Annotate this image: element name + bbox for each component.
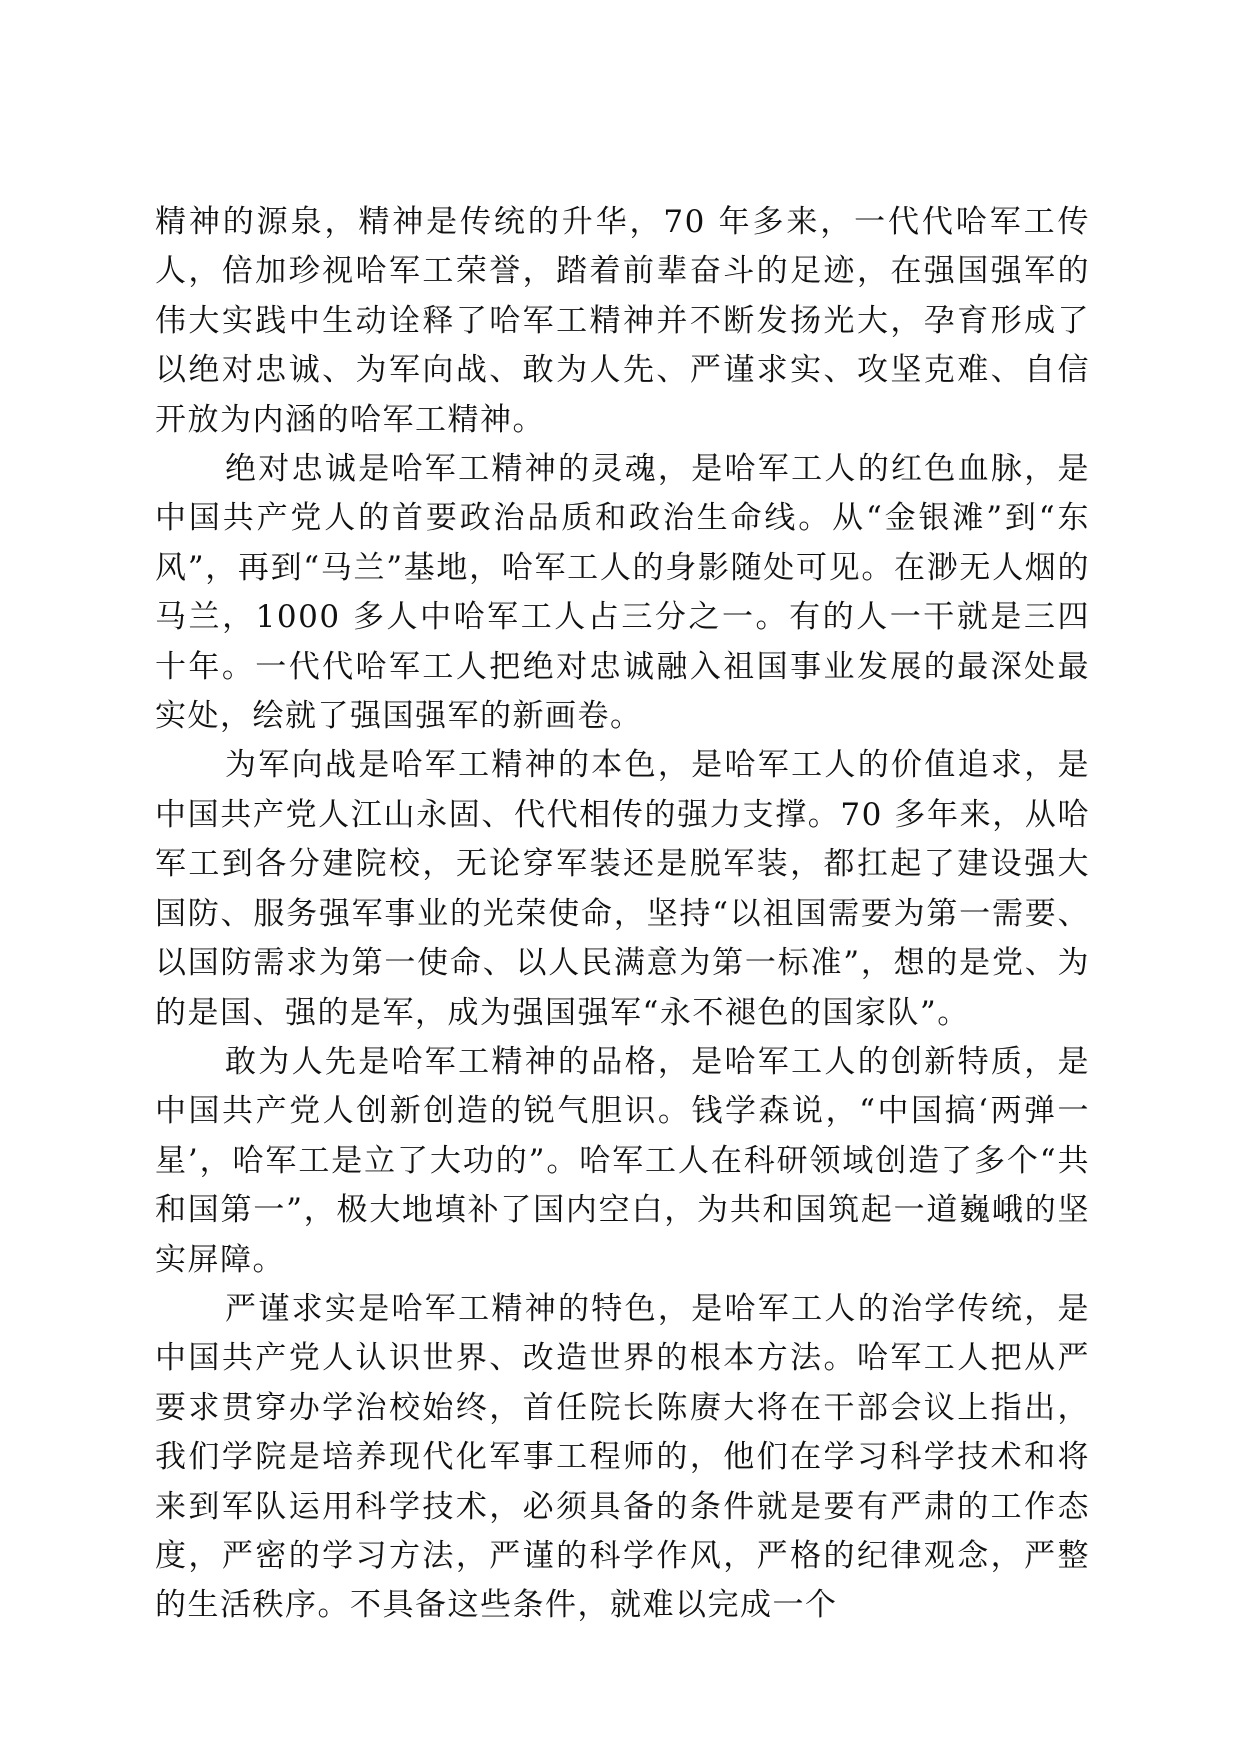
document-body — [155, 198, 1090, 1631]
paragraph-absolute-loyalty: 绝对忠诚是哈军工精神的灵魂，是哈军工人的红色血脉，是中国共产党人的首要政治品质和政治生命线。从“金银滩”到“东风”，再到“马兰”基地，哈军工人的身影随处可见。在渺无人烟的马兰，1000 多人中哈军工人占三分之一。有的人一干就是三四十年。一代代哈军工人把绝对忠诚融入祖国事业发展的最深处最实处，绘就了强国强军的新画卷。 — [155, 451, 1090, 735]
paragraph-continuation: 精神的源泉，精神是传统的升华，70 年多来，一代代哈军工传人，倍加珍视哈军工荣誉，踏着前辈奋斗的足迹，在强国强军的伟大实践中生动诠释了哈军工精神并不断发扬光大，孕育形成了以绝对忠诚、为军向战、敢为人先、严谨求实、攻坚克难、自信开放为内涵的哈军工精神。 — [155, 204, 1090, 438]
paragraph-pioneering: 敢为人先是哈军工精神的品格，是哈军工人的创新特质，是中国共产党人创新创造的锐气胆识。钱学森说，“中国搞‘两弹一星’，哈军工是立了大功的”。哈军工人在科研领域创造了多个“共和国第一”，极大地填补了国内空白，为共和国筑起一道巍峨的坚实屏障。 — [155, 1043, 1090, 1278]
paragraph-rigorous: 严谨求实是哈军工精神的特色，是哈军工人的治学传统，是中国共产党人认识世界、改造世界的根本方法。哈军工人把从严要求贯穿办学治校始终，首任院长陈赓大将在干部会议上指出，我们学院是培养现代化军事工程师的，他们在学习科学技术和将来到军队运用科学技术，必须具备的条件就是要有严肃的工作态度，严密的学习方法，严谨的科学作风，严格的纪律观念，严整的生活秩序。不具备这些条件，就难以完成一个 — [155, 1290, 1090, 1624]
paragraph-serve-military: 为军向战是哈军工精神的本色，是哈军工人的价值追求，是中国共产党人江山永固、代代相传的强力支撑。70 多年来，从哈军工到各分建院校，无论穿军装还是脱军装，都扛起了建设强大国防、服务强军事业的光荣使命，坚持“以祖国需要为第一需要、以国防需求为第一使命、以人民满意为第一标准”，想的是党、为的是国、强的是军，成为强国强军“永不褪色的国家队”。 — [155, 747, 1090, 1031]
